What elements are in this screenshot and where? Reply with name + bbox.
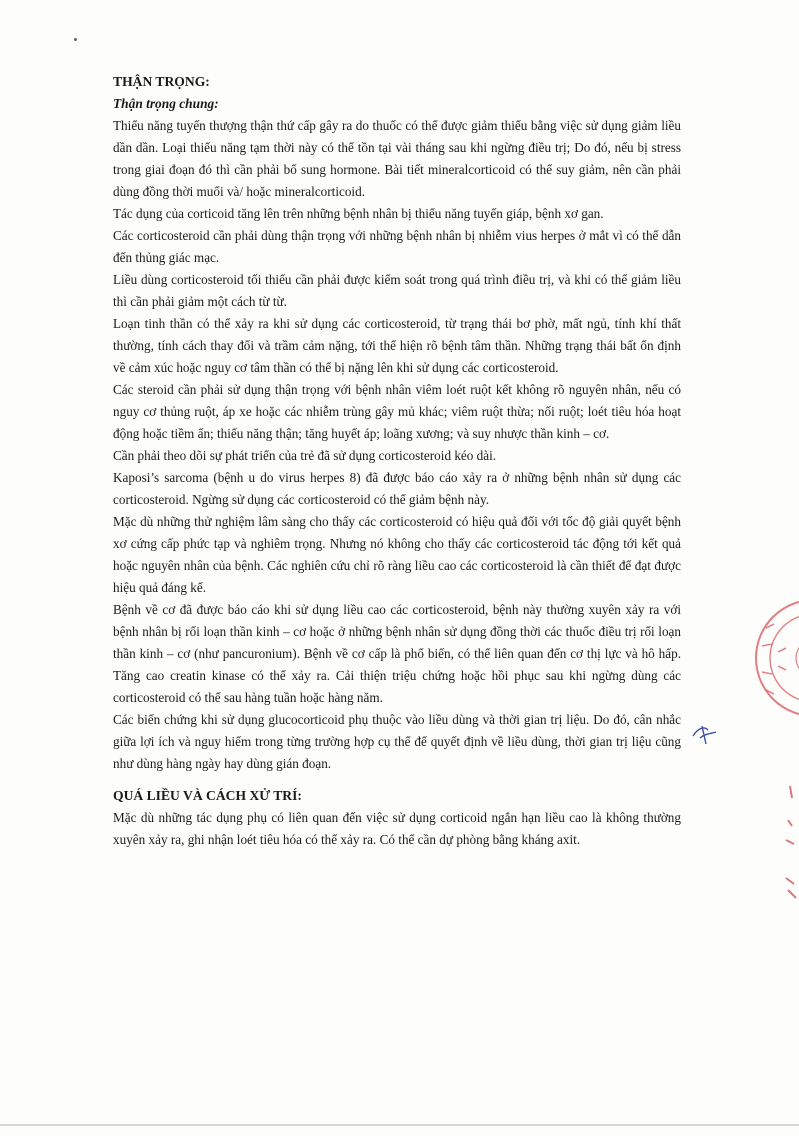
scan-speck: [74, 38, 77, 41]
paragraph: Cần phải theo dõi sự phát triển của trẻ đã sử dụng corticosteroid kéo dài.: [113, 448, 497, 463]
margin-stamp-marks: [780, 780, 799, 910]
paragraph: Các corticosteroid cần phải dùng thận trọng với những bệnh nhân bị nhiễm vius herpes ở mắt vì có thể dẫn đến thủng giác mạc.: [113, 228, 681, 265]
paragraph: Bệnh về cơ đã được báo cáo khi sử dụng liều cao các corticosteroid, bệnh này thường xuyên xảy ra với bệnh nhân bị rối loạn thần kinh – cơ hoặc ở những bệnh nhân sử dụng đồng thời các thuốc điều trị rối loạn thần kinh – cơ (như pancuronium). Bệnh về cơ cấp là phổ biến, có thể liên quan đến cơ thị lực và hô hấp. Tăng cao creatin kinase có thể xảy ra. Cải thiện triệu chứng hoặc hồi phục sau khi ngừng dùng các corticosteroid có thể sau hàng tuần hoặc hàng năm.: [113, 602, 681, 705]
paragraph: Loạn tinh thần có thể xảy ra khi sử dụng các corticosteroid, từ trạng thái bơ phờ, mất ngủ, tính khí thất thường, tính cách thay đổi và trầm cảm nặng, tới thể hiện rõ bệnh tâm thần. Những trạng thái bất ổn định về cảm xúc hoặc nguy cơ tâm thần có thể bị nặng lên khi sử dụng các corticosteroid.: [113, 316, 681, 375]
paragraph: Mặc dù những tác dụng phụ có liên quan đến việc sử dụng corticoid ngắn hạn liều cao là không thường xuyên xảy ra, ghi nhận loét tiêu hóa có thể xảy ra. Có thể cần dự phòng bằng kháng axit.: [113, 810, 681, 847]
paragraph: Các steroid cần phải sử dụng thận trọng với bệnh nhân viêm loét ruột kết không rõ nguyên nhân, nếu có nguy cơ thủng ruột, áp xe hoặc các nhiễm trùng gây mủ khác; viêm ruột thừa; nối ruột; loét tiêu hóa hoạt động hoặc tiềm ẩn; thiểu năng thận; tăng huyết áp; loãng xương; và suy nhược thần kinh – cơ.: [113, 382, 681, 441]
red-stamp-seal: [752, 588, 799, 728]
paragraph: Các biến chứng khi sử dụng glucocorticoid phụ thuộc vào liều dùng và thời gian trị liệu. Do đó, cân nhắc giữa lợi ích và nguy hiểm trong từng trường hợp cụ thể để quyết định về liều dùng, thời gian trị liệu cũng như dùng hàng ngày hay dùng gián đoạn.: [113, 712, 681, 771]
document-content: [113, 71, 681, 851]
page-bottom-edge: [0, 1124, 799, 1126]
section-heading-precautions: THẬN TRỌNG:: [113, 74, 210, 89]
paragraph: Thiểu năng tuyến thượng thận thứ cấp gây ra do thuốc có thể được giảm thiểu bằng việc sử dụng giảm liều dần dần. Loại thiểu năng tạm thời này có thể tồn tại vài tháng sau khi ngừng điều trị; Do đó, nếu bị stress trong giai đoạn đó thì cần phải bổ sung hormone. Bài tiết mineralcorticoid có thể suy giảm, nên cần phải dùng đồng thời muối và/ hoặc mineralcorticoid.: [113, 118, 681, 199]
paragraph: Tác dụng của corticoid tăng lên trên những bệnh nhân bị thiểu năng tuyến giáp, bệnh xơ gan.: [113, 206, 604, 221]
paragraph: Liều dùng corticosteroid tối thiểu cần phải được kiểm soát trong quá trình điều trị, và khi có thể giảm liều thì cần phải giảm một cách từ từ.: [113, 272, 681, 309]
subheading-general-precautions: Thận trọng chung:: [113, 96, 219, 111]
paragraph: Kaposi’s sarcoma (bệnh u do virus herpes 8) đã được báo cáo xảy ra ở những bệnh nhân sử dụng các corticosteroid. Ngừng sử dụng các corticosteroid có thể giảm bệnh này.: [113, 470, 681, 507]
signature-mark: [690, 718, 720, 748]
paragraph: Mặc dù những thử nghiệm lâm sàng cho thấy các corticosteroid có hiệu quả đối với tốc độ giải quyết bệnh xơ cứng cấp phức tạp và nghiêm trọng. Nhưng nó không cho thấy các corticosteroid tác động tới kết quả hoặc nguyên nhân của bệnh. Các nghiên cứu chỉ rõ ràng liều cao các corticosteroid là cần thiết để đạt được hiệu quả đáng kể.: [113, 514, 681, 595]
section-heading-overdose: QUÁ LIỀU VÀ CÁCH XỬ TRÍ:: [113, 788, 302, 803]
